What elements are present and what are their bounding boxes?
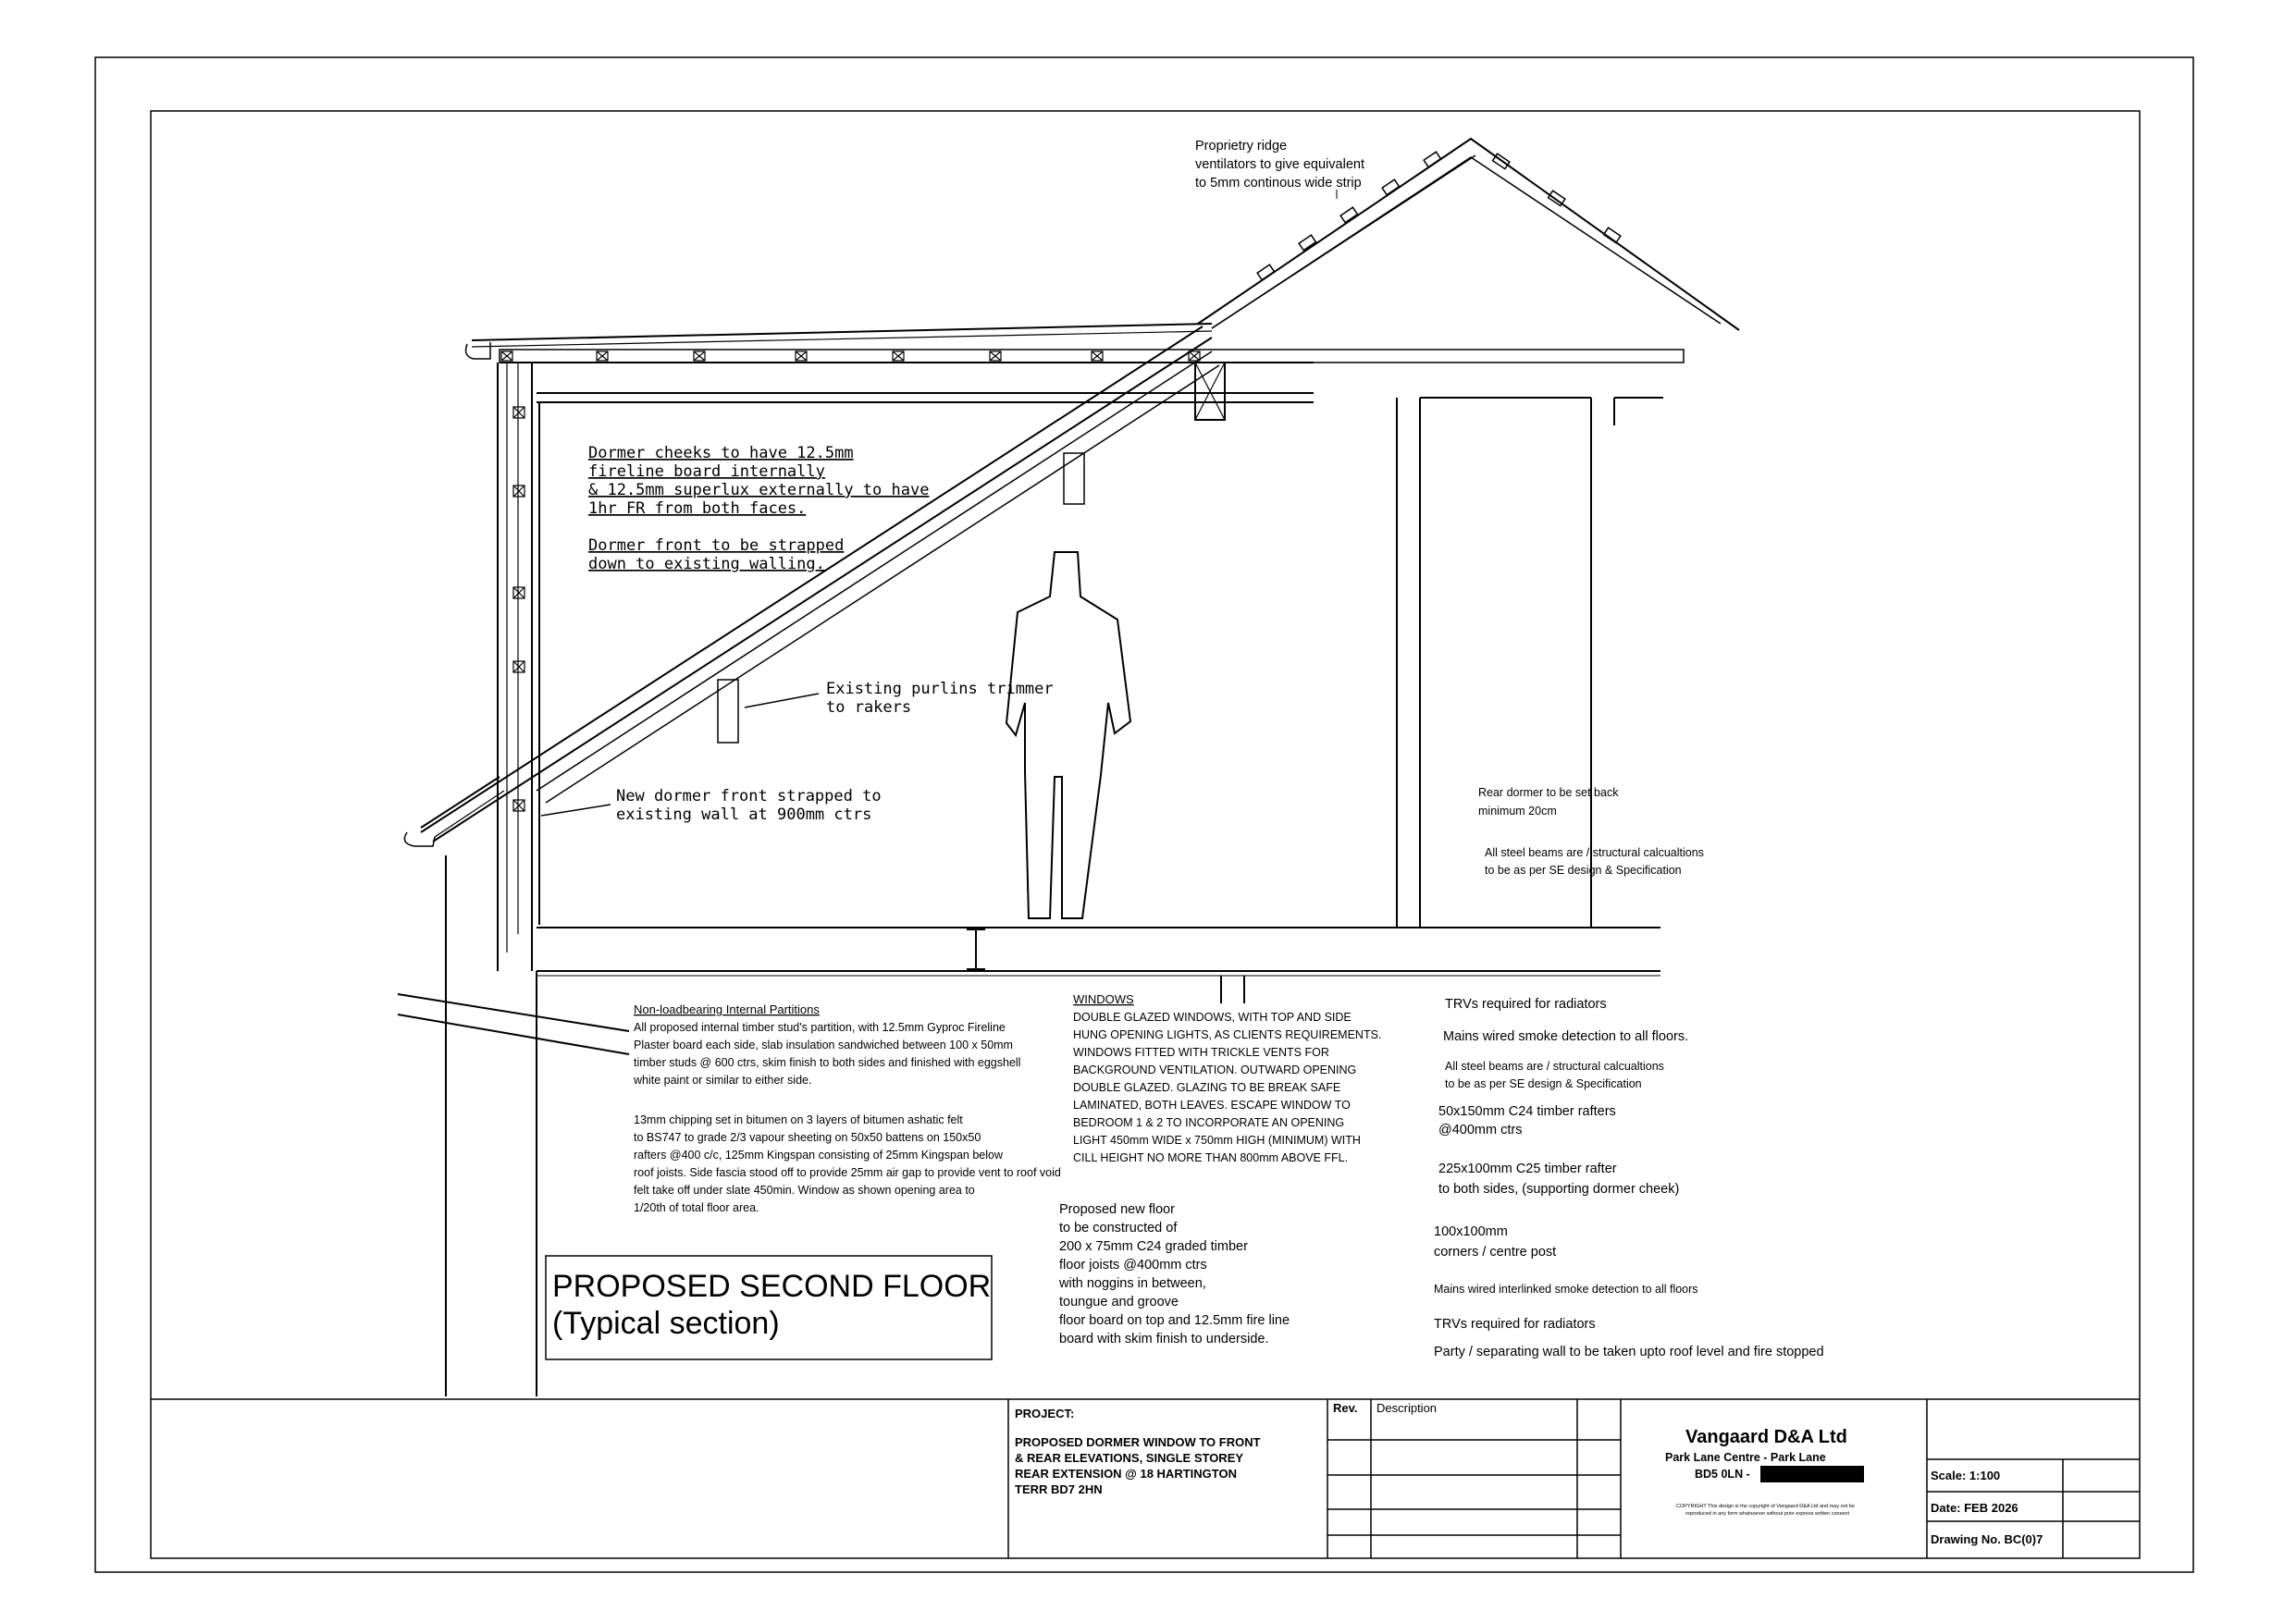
partitions-spec — [633, 1002, 1020, 1087]
person-silhouette — [1006, 552, 1130, 918]
floor-spec — [1058, 1202, 1290, 1346]
ridge-vent-note — [1195, 139, 1364, 191]
svg-text:Proprietry ridge: Proprietry ridge — [1195, 139, 1288, 154]
svg-text:corners / centre post: corners / centre post — [1434, 1245, 1557, 1260]
svg-text:minimum 20cm: minimum 20cm — [1478, 805, 1557, 818]
svg-text:HUNG OPENING LIGHTS, AS CLIENT: HUNG OPENING LIGHTS, AS CLIENTS REQUIREMENTS. — [1073, 1028, 1382, 1041]
svg-text:down to existing walling.: down to existing walling. — [588, 555, 825, 573]
svg-text:Existing purlins trimmer: Existing purlins trimmer — [826, 680, 1054, 698]
svg-text:to rakers: to rakers — [826, 698, 912, 717]
copyright-line: COPYRIGHT This design is the copyright of Vangaard D&A Ltd and may not be — [1676, 1504, 1855, 1509]
svg-text:floor board on top and 12.5mm: floor board on top and 12.5mm fire line — [1059, 1313, 1290, 1328]
svg-text:to 5mm continous wide strip: to 5mm continous wide strip — [1195, 176, 1362, 191]
svg-text:TRVs required for radiators: TRVs required for radiators — [1445, 997, 1607, 1012]
date-label: Date: FEB 2026 — [1931, 1501, 2018, 1515]
svg-text:13mm chipping set in bitumen o: 13mm chipping set in bitumen on 3 layers of bitumen ashatic felt — [634, 1113, 963, 1126]
company-address: Park Lane Centre - Park Lane — [1665, 1451, 1826, 1464]
svg-text:existing wall at 900mm ctrs: existing wall at 900mm ctrs — [616, 805, 872, 824]
drawing-number: Drawing No. BC(0)7 — [1931, 1532, 2043, 1546]
description-label: Description — [1376, 1401, 1438, 1415]
svg-text:Party / separating wall to be: Party / separating wall to be taken upto roof level and fire stopped — [1434, 1345, 1824, 1359]
purlins-note — [826, 680, 1054, 717]
rafter-markers — [501, 351, 1200, 361]
svg-text:board with skim finish to unde: board with skim finish to underside. — [1059, 1332, 1269, 1346]
section-title: PROPOSED SECOND FLOOR — [552, 1269, 992, 1304]
svg-text:timber studs @ 600 ctrs, skim: timber studs @ 600 ctrs, skim finish to both sides and finished with eggshell — [634, 1056, 1021, 1069]
svg-text:DOUBLE GLAZED. GLAZING TO BE: DOUBLE GLAZED. GLAZING TO BE BREAK SAFE — [1073, 1081, 1341, 1094]
svg-text:CILL HEIGHT NO MORE THAN 800mm: CILL HEIGHT NO MORE THAN 800mm ABOVE FFL. — [1073, 1151, 1349, 1164]
steel-note-top — [1485, 846, 1704, 877]
svg-text:TRVs required for radiators: TRVs required for radiators — [1434, 1317, 1596, 1332]
right-notes — [1434, 997, 1824, 1359]
company-postcode: BD5 0LN - — [1695, 1468, 1750, 1481]
svg-text:New dormer front strapped to: New dormer front strapped to — [616, 787, 882, 805]
svg-text:50x150mm C24 timber rafters: 50x150mm C24 timber rafters — [1438, 1104, 1616, 1119]
scale-label: Scale: 1:100 — [1931, 1469, 2001, 1482]
roof-spec — [634, 1113, 1061, 1214]
svg-text:BEDROOM 1 & 2 TO INCORPORATE A: BEDROOM 1 & 2 TO INCORPORATE AN OPENING — [1073, 1116, 1345, 1129]
svg-text:Plaster board each side, slab: Plaster board each side, slab insulation sandwiched between 100 x 50mm — [634, 1039, 1013, 1051]
stud-markers — [513, 407, 525, 811]
svg-text:LIGHT 450mm WIDE x 750mm HIGH: LIGHT 450mm WIDE x 750mm HIGH (MINIMUM) WITH — [1073, 1134, 1361, 1147]
project-line: REAR EXTENSION @ 18 HARTINGTON — [1015, 1467, 1237, 1481]
svg-text:white paint or similar to eith: white paint or similar to either side. — [634, 1074, 812, 1087]
svg-text:Mains wired interlinked smoke: Mains wired interlinked smoke detection to all floors — [1434, 1283, 1698, 1296]
svg-text:Non-loadbearing Internal Parti: Non-loadbearing Internal Partitions — [634, 1002, 820, 1016]
svg-text:1hr FR from both faces.: 1hr FR from both faces. — [588, 499, 807, 518]
svg-text:All steel beams are / structur: All steel beams are / structural calcualtions — [1445, 1060, 1664, 1073]
svg-text:@400mm ctrs: @400mm ctrs — [1438, 1123, 1523, 1137]
project-label: PROJECT: — [1015, 1407, 1075, 1420]
svg-text:Dormer cheeks to have 12.5mm: Dormer cheeks to have 12.5mm — [588, 444, 854, 462]
rear-setback-note — [1478, 786, 1619, 818]
svg-text:1/20th of total floor area.: 1/20th of total floor area. — [634, 1201, 759, 1214]
project-line: PROPOSED DORMER WINDOW TO FRONT — [1015, 1435, 1261, 1449]
svg-text:100x100mm: 100x100mm — [1434, 1224, 1508, 1239]
svg-text:Dormer front to be strapped: Dormer front to be strapped — [588, 536, 845, 555]
redacted-phone — [1760, 1466, 1864, 1482]
svg-text:fireline board internally: fireline board internally — [588, 462, 825, 481]
svg-text:to be as per SE design & Speci: to be as per SE design & Specification — [1445, 1077, 1642, 1090]
svg-text:LAMINATED, BOTH LEAVES. ESCAPE: LAMINATED, BOTH LEAVES. ESCAPE WINDOW TO — [1073, 1099, 1351, 1112]
dormer-front-note — [588, 536, 844, 573]
svg-text:& 12.5mm superlux externally t: & 12.5mm superlux externally to have — [588, 481, 930, 499]
dormer-cheeks-note — [588, 444, 929, 518]
svg-text:rafters @400 c/c, 125mm Kingsp: rafters @400 c/c, 125mm Kingspan consisting of 25mm Kingspan below — [634, 1149, 1003, 1162]
svg-text:to both sides, (supporting dor: to both sides, (supporting dormer cheek) — [1438, 1182, 1680, 1197]
svg-text:to be as per SE design & Speci: to be as per SE design & Specification — [1485, 864, 1682, 877]
project-line: & REAR ELEVATIONS, SINGLE STOREY — [1015, 1451, 1244, 1465]
new-front-note — [616, 787, 882, 824]
svg-text:roof joists. Side fascia stood: roof joists. Side fascia stood off to provide 25mm air gap to provide vent to roof void — [634, 1166, 1061, 1179]
svg-text:to be constructed of: to be constructed of — [1059, 1221, 1178, 1236]
svg-text:WINDOWS FITTED WITH TRICKLE VE: WINDOWS FITTED WITH TRICKLE VENTS FOR — [1073, 1046, 1329, 1059]
svg-text:All steel beams are / structur: All steel beams are / structural calcualtions — [1485, 846, 1704, 859]
svg-text:200 x 75mm C24 graded timber: 200 x 75mm C24 graded timber — [1059, 1239, 1248, 1254]
rev-label: Rev. — [1333, 1401, 1358, 1415]
svg-text:BACKGROUND VENTILATION. OUTWAR: BACKGROUND VENTILATION. OUTWARD OPENING — [1073, 1064, 1357, 1076]
company-name: Vangaard D&A Ltd — [1685, 1427, 1847, 1447]
svg-text:All proposed internal timber s: All proposed internal timber stud's partition, with 12.5mm Gyproc Fireline — [634, 1021, 1006, 1034]
svg-text:Mains wired smoke detection to: Mains wired smoke detection to all floors. — [1443, 1029, 1689, 1044]
svg-text:225x100mm C25 timber rafter: 225x100mm C25 timber rafter — [1438, 1162, 1617, 1176]
svg-text:to BS747 to grade 2/3 vapour s: to BS747 to grade 2/3 vapour sheeting on 50x50 battens on 150x50 — [634, 1131, 981, 1144]
svg-text:Proposed new floor: Proposed new floor — [1059, 1202, 1175, 1217]
windows-spec — [1073, 992, 1381, 1164]
svg-text:with noggins in between,: with noggins in between, — [1059, 1276, 1206, 1291]
svg-text:toungue and groove: toungue and groove — [1059, 1295, 1179, 1309]
svg-text:Rear dormer to be set back: Rear dormer to be set back — [1478, 786, 1619, 799]
svg-text:DOUBLE GLAZED WINDOWS, WITH TO: DOUBLE GLAZED WINDOWS, WITH TOP AND SIDE — [1073, 1011, 1352, 1024]
svg-text:felt take off under slate 450m: felt take off under slate 450min. Window as shown opening area to — [634, 1184, 975, 1197]
section-subtitle: (Typical section) — [552, 1306, 780, 1341]
copyright-line: reproduced in any form whatsoever without prior express written consent — [1685, 1511, 1850, 1517]
project-line: TERR BD7 2HN — [1015, 1482, 1103, 1496]
svg-text:WINDOWS: WINDOWS — [1073, 992, 1134, 1006]
svg-text:ventilators to give equivalent: ventilators to give equivalent — [1195, 157, 1364, 172]
svg-text:floor joists @400mm ctrs: floor joists @400mm ctrs — [1059, 1258, 1207, 1273]
